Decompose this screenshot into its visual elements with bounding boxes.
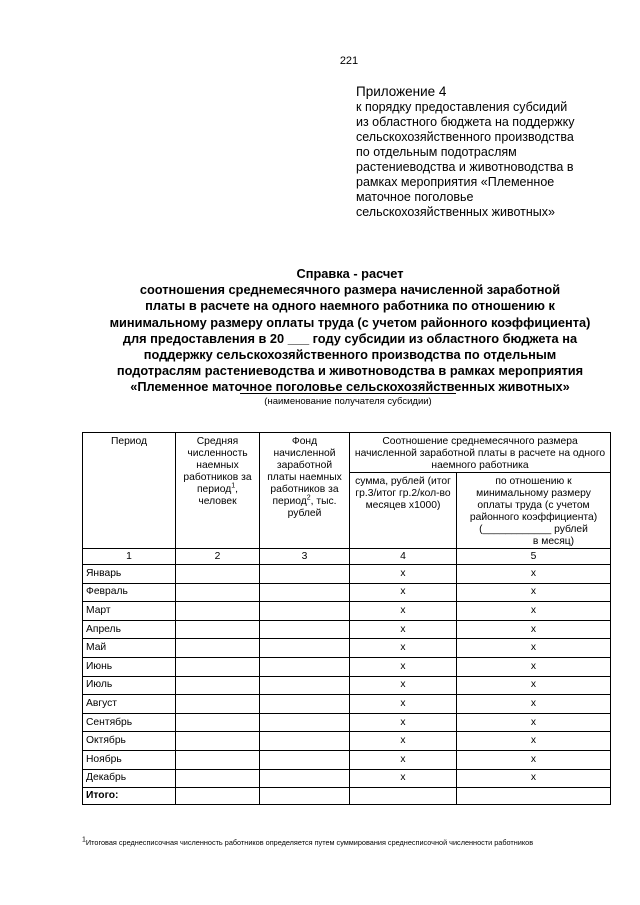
table-row — [83, 657, 611, 676]
cell-avg-workers — [176, 769, 260, 788]
table-row — [83, 769, 611, 788]
document-title-line: Справка - расчет — [296, 266, 404, 281]
column-number: 2 — [176, 549, 260, 565]
page-number: 221 — [339, 55, 359, 67]
footnote-ref: 2 — [306, 494, 311, 502]
appendix-line: сельскохозяйственных животных» — [356, 205, 555, 219]
cell-avg-workers — [176, 602, 260, 621]
header-wage-fund-unit: , тыс. рублей — [287, 496, 337, 519]
cell-mrot-ratio: x — [457, 769, 611, 788]
row-period: Сентябрь — [83, 713, 176, 732]
cell-mrot-ratio: x — [457, 583, 611, 602]
column-number: 1 — [83, 549, 176, 565]
cell-mrot-ratio: x — [457, 695, 611, 714]
cell-sum: x — [350, 639, 457, 658]
cell-sum: x — [350, 657, 457, 676]
header-mrot-ratio — [457, 473, 611, 549]
cell-sum: x — [350, 713, 457, 732]
cell-mrot-ratio: x — [457, 732, 611, 751]
cell-mrot-ratio: x — [457, 565, 611, 584]
footnote — [82, 838, 622, 847]
row-period: Август — [83, 695, 176, 714]
cell-sum: x — [350, 732, 457, 751]
header-wage-fund — [260, 433, 350, 549]
cell-avg-workers — [176, 750, 260, 769]
cell-total — [350, 788, 457, 805]
cell-avg-workers — [176, 732, 260, 751]
table-row — [83, 676, 611, 695]
document-title-line: для предоставления в 20 ___ году субсидии из областного бюджета на — [122, 330, 578, 346]
appendix-line: сельскохозяйственного производства — [356, 130, 574, 144]
column-number: 5 — [457, 549, 611, 565]
cell-total — [457, 788, 611, 805]
table-row — [83, 713, 611, 732]
cell-total — [260, 788, 350, 805]
document-title-line: платы в расчете на одного наемного работника по отношению к — [145, 298, 555, 314]
cell-wage-fund — [260, 769, 350, 788]
cell-mrot-ratio: x — [457, 713, 611, 732]
total-label: Итого: — [83, 788, 176, 805]
document-title-line: минимальному размеру оплаты труда (с учетом районного коэффициента) — [109, 314, 591, 330]
appendix-title: Приложение 4 — [356, 84, 447, 99]
table-header-row — [83, 433, 611, 473]
header-avg-workers — [176, 433, 260, 549]
cell-mrot-ratio: x — [457, 602, 611, 621]
document-title-line: «Племенное маточное поголовье сельскохозяйственных животных» — [130, 379, 570, 395]
cell-avg-workers — [176, 676, 260, 695]
cell-total — [176, 788, 260, 805]
appendix-line: рамках мероприятия «Племенное — [356, 175, 555, 189]
cell-avg-workers — [176, 583, 260, 602]
cell-avg-workers — [176, 657, 260, 676]
header-avg-workers-text: Средняя численность наемных работников за период — [183, 436, 252, 495]
document-title-line: соотношения среднемесячного размера начисленной заработной — [139, 282, 561, 298]
header-sum: сумма, рублей (итог гр.3/итог гр.2/кол-во месяцев х1000) — [350, 473, 457, 549]
cell-wage-fund — [260, 583, 350, 602]
cell-mrot-ratio: x — [457, 620, 611, 639]
row-period: Декабрь — [83, 769, 176, 788]
document-title-line: поддержку сельскохозяйственного производства по отдельным — [143, 347, 557, 363]
cell-sum: x — [350, 676, 457, 695]
row-period: Апрель — [83, 620, 176, 639]
total-row — [83, 788, 611, 805]
column-number: 3 — [260, 549, 350, 565]
cell-sum: x — [350, 620, 457, 639]
cell-sum: x — [350, 769, 457, 788]
cell-avg-workers — [176, 695, 260, 714]
appendix-line: по отдельным подотраслям — [356, 145, 517, 159]
row-period: Май — [83, 639, 176, 658]
cell-avg-workers — [176, 565, 260, 584]
cell-sum: x — [350, 565, 457, 584]
footnote-mark: 1 — [82, 836, 86, 844]
column-numbers-row — [83, 549, 611, 565]
cell-wage-fund — [260, 695, 350, 714]
cell-mrot-ratio: x — [457, 657, 611, 676]
row-period: Январь — [83, 565, 176, 584]
cell-avg-workers — [176, 620, 260, 639]
table-row — [83, 750, 611, 769]
row-period: Июнь — [83, 657, 176, 676]
cell-wage-fund — [260, 620, 350, 639]
cell-mrot-ratio: x — [457, 676, 611, 695]
cell-avg-workers — [176, 713, 260, 732]
cell-avg-workers — [176, 639, 260, 658]
appendix-line: к порядку предоставления субсидий — [356, 100, 568, 114]
header-period: Период — [83, 433, 176, 549]
appendix-line: растениеводства и животноводства в — [356, 160, 574, 174]
cell-wage-fund — [260, 676, 350, 695]
table-row — [83, 732, 611, 751]
cell-wage-fund — [260, 713, 350, 732]
header-mrot-unit: в месяц) — [532, 536, 575, 547]
appendix-line: маточное поголовье — [356, 190, 474, 204]
cell-mrot-ratio: x — [457, 750, 611, 769]
document-title — [80, 266, 620, 396]
header-mrot-text: по отношению к минимальному размеру оплаты труда (с учетом районного коэффициента) — [469, 476, 598, 523]
recipient-caption: (наименование получателя субсидии) — [240, 393, 456, 407]
table-row — [83, 602, 611, 621]
row-period: Июль — [83, 676, 176, 695]
cell-sum: x — [350, 695, 457, 714]
cell-sum: x — [350, 750, 457, 769]
row-period: Февраль — [83, 583, 176, 602]
row-period: Март — [83, 602, 176, 621]
table-row — [83, 639, 611, 658]
table-row — [83, 620, 611, 639]
table-row — [83, 583, 611, 602]
header-mrot-amount: (____________ рублей — [479, 524, 588, 535]
header-ratio-group: Соотношение среднемесячного размера начисленной заработной платы в расчете на одного наемного работника — [350, 433, 611, 473]
cell-wage-fund — [260, 565, 350, 584]
cell-sum: x — [350, 602, 457, 621]
cell-wage-fund — [260, 657, 350, 676]
cell-mrot-ratio: x — [457, 639, 611, 658]
column-number: 4 — [350, 549, 457, 565]
cell-wage-fund — [260, 750, 350, 769]
appendix-block — [356, 84, 626, 220]
appendix-line: из областного бюджета на поддержку — [356, 115, 575, 129]
calculation-table — [82, 432, 611, 805]
row-period: Октябрь — [83, 732, 176, 751]
table-row — [83, 565, 611, 584]
row-period: Ноябрь — [83, 750, 176, 769]
header-avg-workers-unit: , человек — [198, 484, 239, 507]
cell-wage-fund — [260, 639, 350, 658]
cell-wage-fund — [260, 732, 350, 751]
footnote-ref: 1 — [231, 482, 236, 490]
cell-sum: x — [350, 583, 457, 602]
cell-wage-fund — [260, 602, 350, 621]
document-title-line: подотраслям растениеводства и животноводства в рамках мероприятия — [116, 363, 584, 379]
header-wage-fund-text: Фонд начисленной заработной платы наемных работников за период — [267, 436, 342, 507]
table-row — [83, 695, 611, 714]
footnote-text: Итоговая среднесписочная численность работников определяется путем суммирования среднесписочной численности работников — [85, 838, 534, 847]
